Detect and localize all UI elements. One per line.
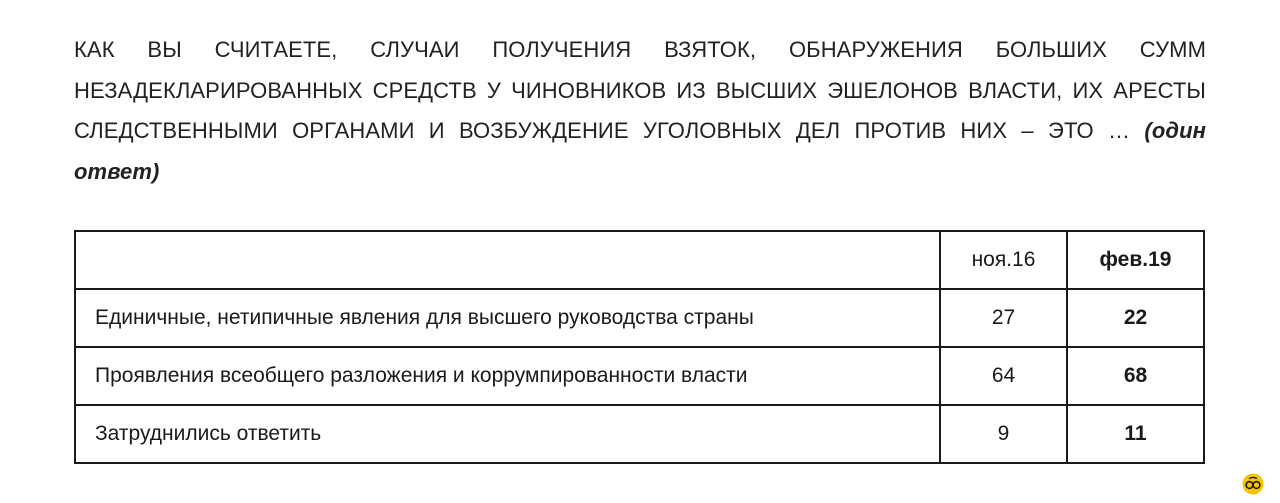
question-text: КАК ВЫ СЧИТАЕТЕ, СЛУЧАИ ПОЛУЧЕНИЯ ВЗЯТОК, ОБНАРУЖЕНИЯ БОЛЬШИХ СУММ НЕЗАДЕКЛАРИРОВАННЫХ СРЕДСТВ У ЧИНОВНИКОВ ИЗ ВЫСШИХ ЭШЕЛОНОВ ВЛАСТИ, ИХ АРЕСТЫ СЛЕДСТВЕННЫМИ ОРГАНАМИ И ВОЗБУЖДЕНИЕ УГОЛОВНЫХ ДЕЛ ПРОТИВ НИХ – ЭТО …	[74, 37, 1206, 143]
value-feb19: 11	[1067, 405, 1204, 463]
value-feb19: 22	[1067, 289, 1204, 347]
table-row	[75, 347, 1204, 405]
row-label: Единичные, нетипичные явления для высшего руководства страны	[75, 289, 940, 347]
header-feb19: фев.19	[1067, 231, 1204, 289]
value-nov16: 9	[940, 405, 1067, 463]
row-label: Проявления всеобщего разложения и коррумпированности власти	[75, 347, 940, 405]
header-empty-cell	[75, 231, 940, 289]
value-nov16: 27	[940, 289, 1067, 347]
survey-question	[74, 30, 1206, 192]
row-label: Затруднились ответить	[75, 405, 940, 463]
table-row	[75, 289, 1204, 347]
question-note: (один ответ)	[74, 118, 1206, 184]
header-nov16: ноя.16	[940, 231, 1067, 289]
lorgnette-logo-icon	[1242, 473, 1264, 495]
value-nov16: 64	[940, 347, 1067, 405]
value-feb19: 68	[1067, 347, 1204, 405]
results-table	[74, 230, 1205, 464]
table-row	[75, 405, 1204, 463]
table-header-row	[75, 231, 1204, 289]
